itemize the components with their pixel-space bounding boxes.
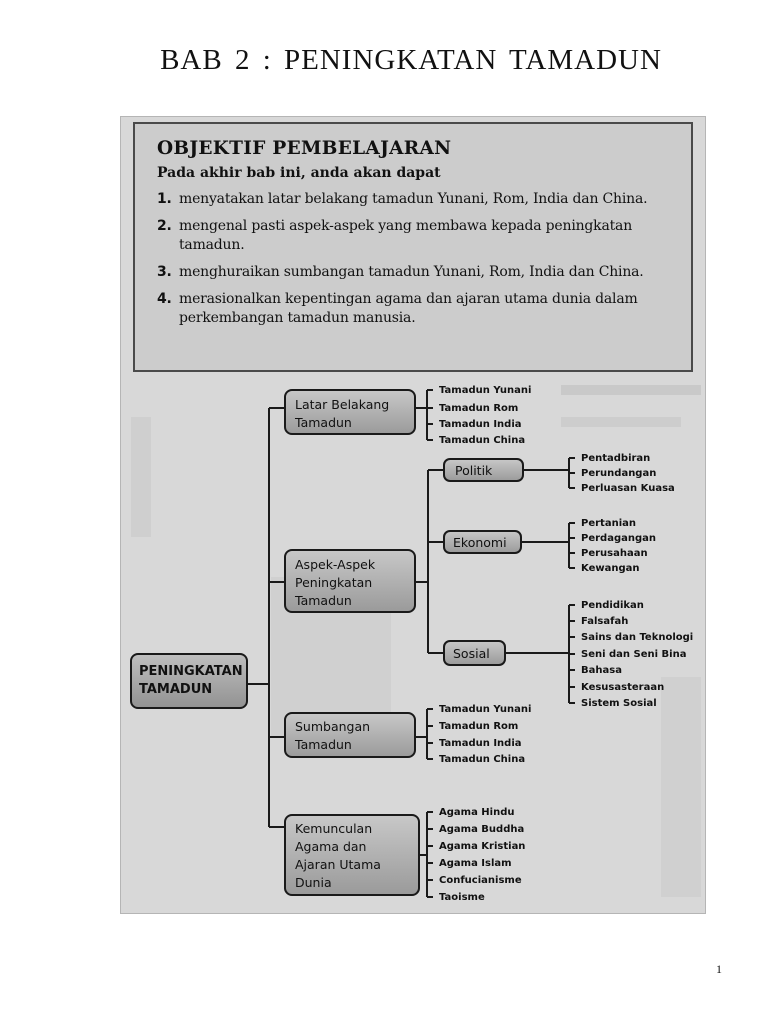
- root-node: [131, 654, 247, 708]
- politik-item: Perluasan Kuasa: [581, 483, 675, 494]
- ekonomi-item: Pertanian: [581, 518, 636, 529]
- sumbangan-items: [439, 704, 531, 765]
- sosial-items: [581, 600, 693, 709]
- kemunculan-label-line3: Ajaran Utama: [295, 857, 381, 872]
- kemunculan-label-line1: Kemunculan: [295, 821, 373, 836]
- latar-items: [439, 385, 531, 446]
- kemunculan-label-line2: Agama dan: [295, 839, 367, 854]
- kemunculan-label-line4: Dunia: [295, 875, 332, 890]
- kemunculan-item: Taoisme: [439, 892, 485, 903]
- sumbangan-label-line1: Sumbangan: [295, 719, 371, 734]
- sumbangan-item: Tamadun China: [439, 754, 526, 765]
- aspek-label-line2: Peningkatan: [295, 575, 373, 590]
- politik-items: [581, 453, 675, 494]
- root-label-line2: TAMADUN: [139, 682, 213, 697]
- sumbangan-node: [285, 713, 415, 757]
- objectives-title: OBJEKTIF PEMBELAJARAN: [157, 138, 452, 159]
- ekonomi-item: Perdagangan: [581, 533, 656, 544]
- objective-number: 4.: [157, 291, 172, 307]
- objectives-intro: Pada akhir bab ini, anda akan dapat: [157, 165, 441, 181]
- ekonomi-label: Ekonomi: [453, 535, 507, 550]
- sosial-label: Sosial: [453, 646, 490, 661]
- sosial-item: Kesusasteraan: [581, 682, 665, 693]
- sosial-node: [444, 641, 505, 665]
- sumbangan-item: Tamadun India: [439, 738, 522, 749]
- latar-item: Tamadun China: [439, 435, 526, 446]
- politik-item: Pentadbiran: [581, 453, 651, 464]
- objective-text: mengenal pasti aspek-aspek yang membawa kepada peningkatan tamadun.: [179, 218, 633, 253]
- page-number: 1: [716, 962, 722, 976]
- latar-belakang-node: [285, 390, 415, 434]
- kemunculan-items: [439, 807, 525, 903]
- latar-item: Tamadun Rom: [439, 403, 519, 414]
- aspek-node: [285, 550, 415, 612]
- objective-text: menyatakan latar belakang tamadun Yunani, Rom, India dan China.: [179, 191, 648, 207]
- objective-text: merasionalkan kepentingan agama dan ajaran utama dunia dalam perkembangan tamadun manusia.: [179, 291, 638, 326]
- latar-item: Tamadun India: [439, 419, 522, 430]
- sosial-item: Falsafah: [581, 616, 629, 627]
- objective-text: menghuraikan sumbangan tamadun Yunani, Rom, India dan China.: [179, 264, 644, 280]
- aspek-label-line1: Aspek-Aspek: [295, 557, 376, 572]
- latar-item: Tamadun Yunani: [439, 385, 532, 396]
- concept-map: [121, 117, 705, 913]
- sosial-item: Seni dan Seni Bina: [581, 649, 687, 660]
- objective-number: 2.: [157, 218, 172, 234]
- scanned-figure: [120, 116, 706, 914]
- sumbangan-label-line2: Tamadun: [295, 737, 352, 752]
- politik-node: [444, 459, 523, 481]
- latar-label-line1: Latar Belakang: [295, 397, 390, 412]
- sosial-item: Sains dan Teknologi: [581, 632, 694, 643]
- sosial-item: Pendidikan: [581, 600, 644, 611]
- kemunculan-item: Agama Hindu: [439, 807, 515, 818]
- ekonomi-item: Perusahaan: [581, 548, 648, 559]
- latar-label-line2: Tamadun: [295, 415, 352, 430]
- sumbangan-item: Tamadun Yunani: [439, 704, 532, 715]
- objective-number: 3.: [157, 264, 172, 280]
- kemunculan-item: Agama Buddha: [439, 824, 525, 835]
- objective-number: 1.: [157, 191, 172, 207]
- sumbangan-item: Tamadun Rom: [439, 721, 519, 732]
- politik-label: Politik: [455, 463, 493, 478]
- kemunculan-item: Agama Islam: [439, 858, 512, 869]
- kemunculan-item: Confucianisme: [439, 875, 522, 886]
- ekonomi-item: Kewangan: [581, 563, 640, 574]
- root-label-line1: PENINGKATAN: [139, 664, 243, 679]
- page-heading: BAB 2 : PENINGKATAN TAMADUN: [160, 44, 662, 76]
- ekonomi-items: [581, 518, 656, 574]
- sosial-item: Bahasa: [581, 665, 622, 676]
- ekonomi-node: [444, 531, 521, 553]
- kemunculan-node: [285, 815, 419, 895]
- kemunculan-item: Agama Kristian: [439, 841, 526, 852]
- aspek-label-line3: Tamadun: [295, 593, 352, 608]
- politik-item: Perundangan: [581, 468, 657, 479]
- sosial-item: Sistem Sosial: [581, 698, 657, 709]
